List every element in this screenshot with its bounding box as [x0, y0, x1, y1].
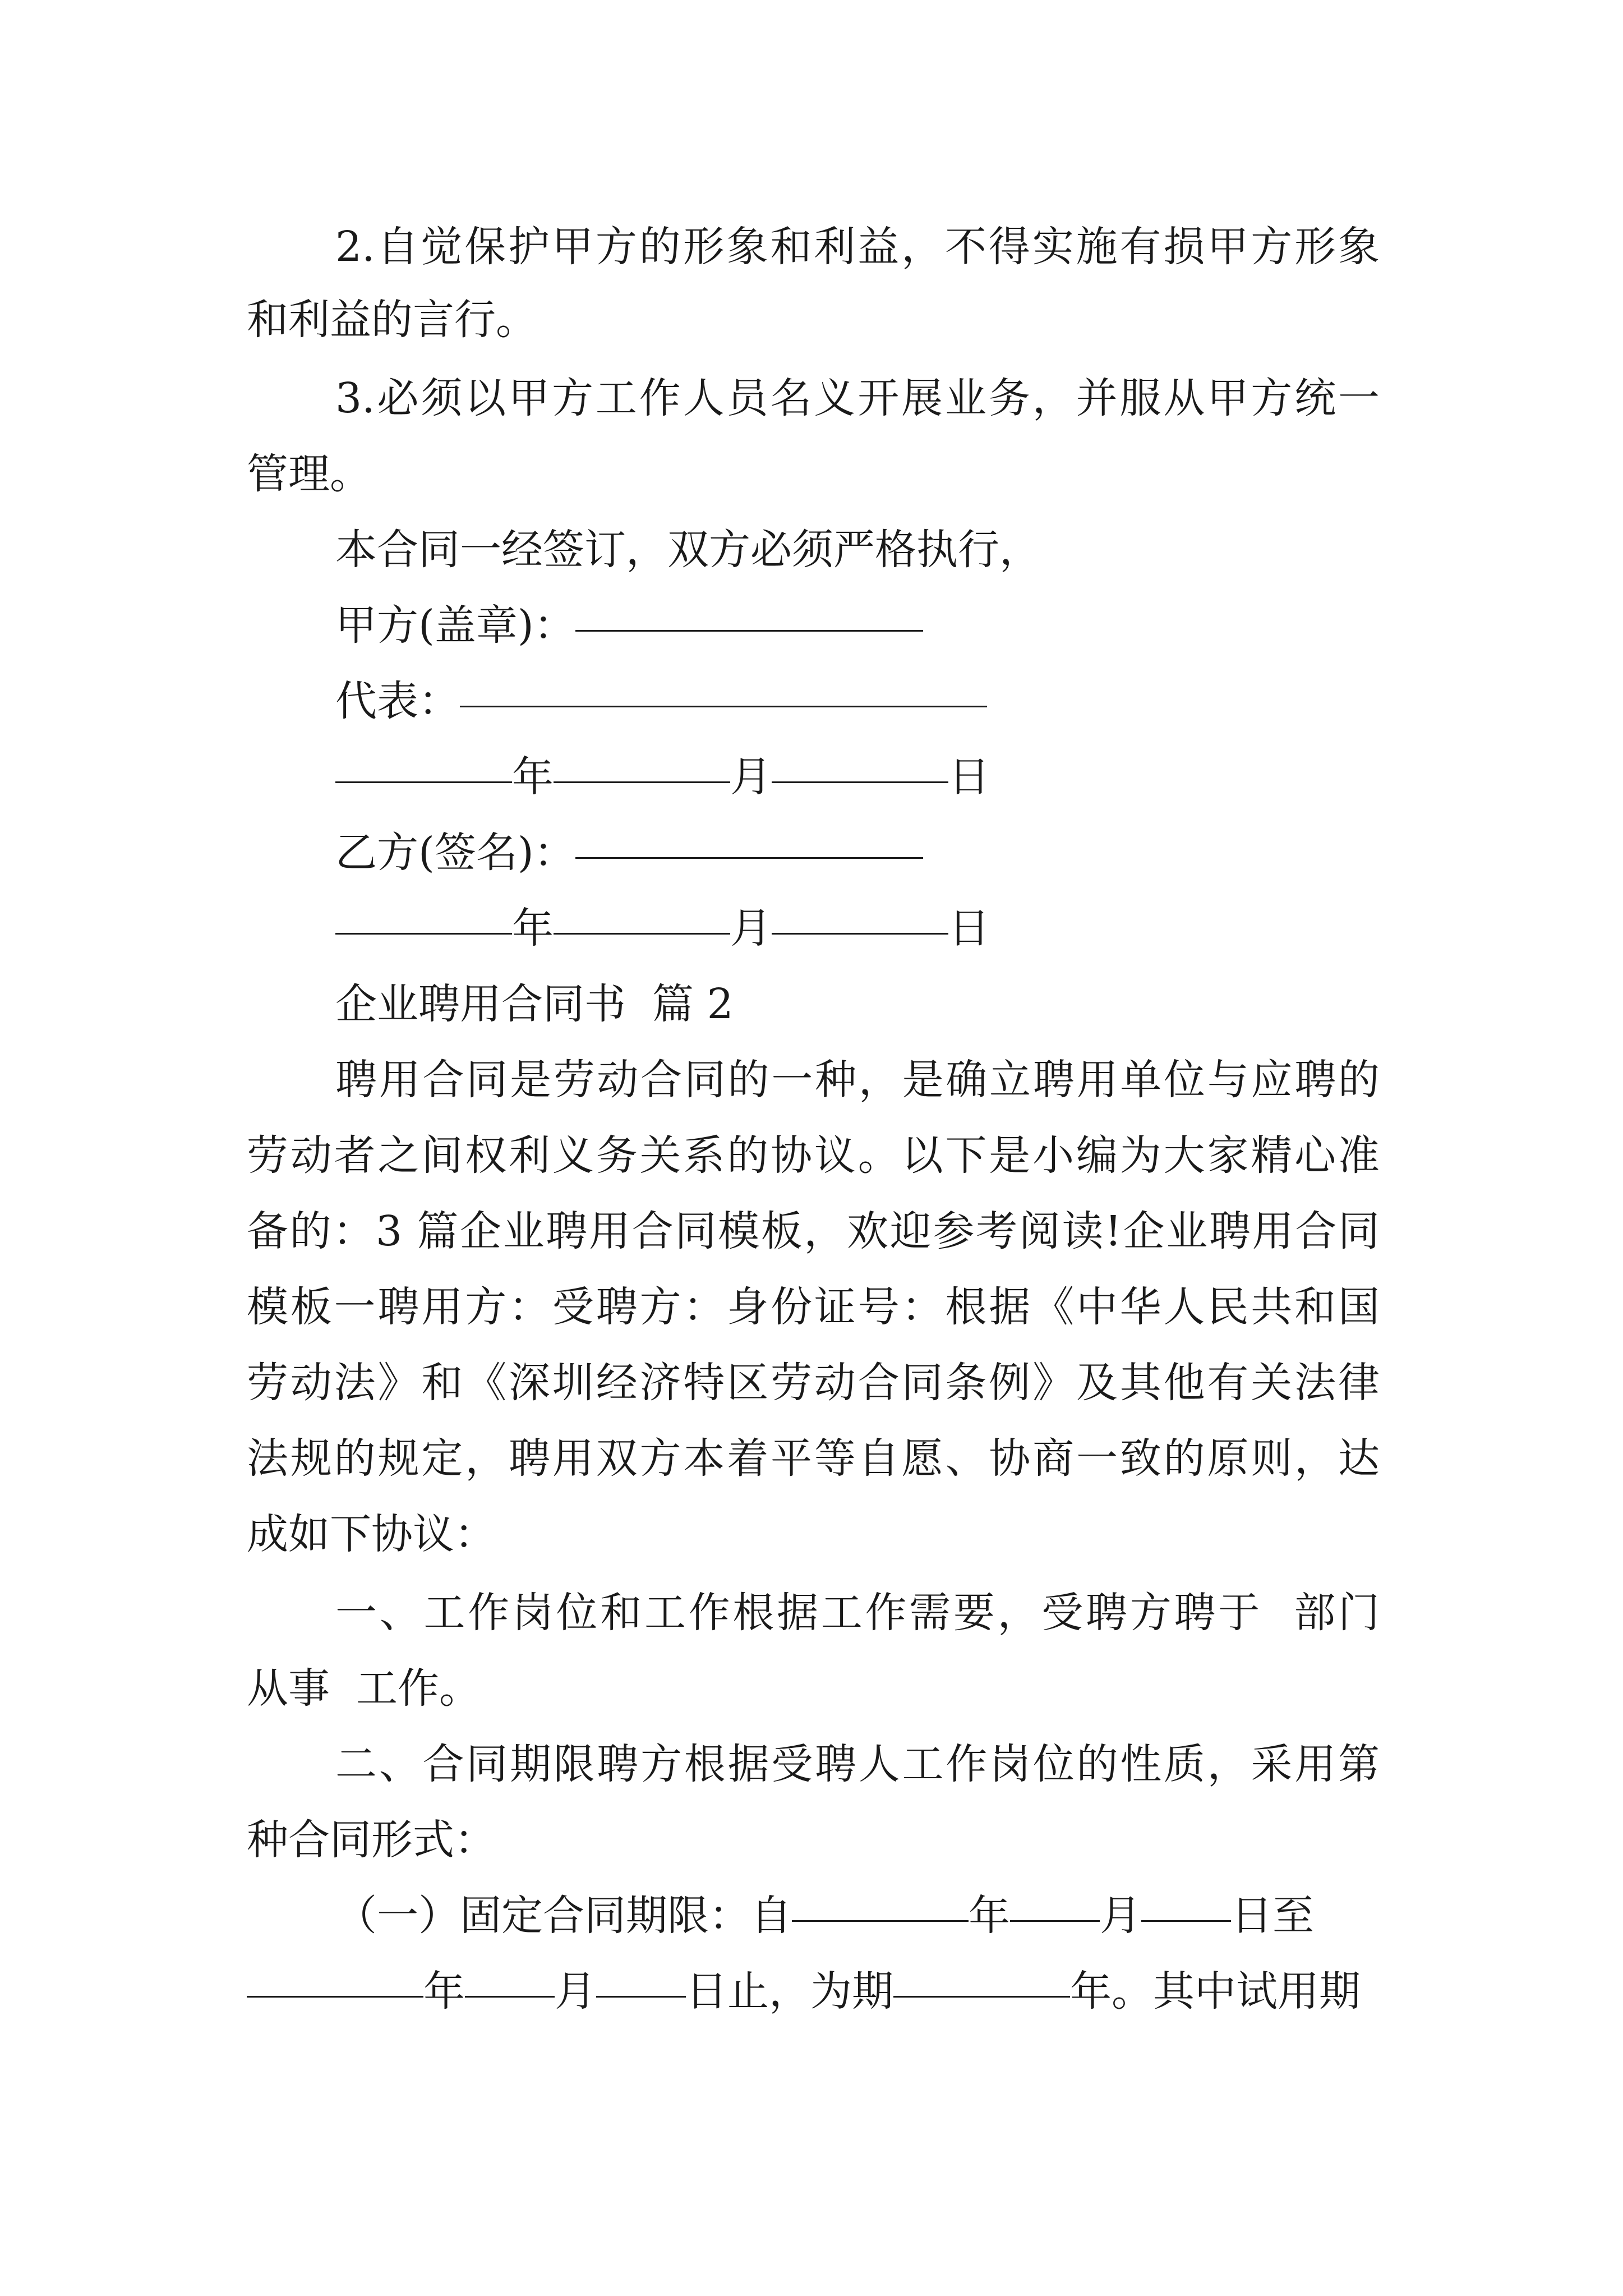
- fixed-term-line: [335, 1876, 1314, 1955]
- party-b-label: 乙方(签名)：: [335, 829, 575, 877]
- month-blank[interactable]: [554, 781, 730, 783]
- year-label: 年: [423, 1967, 465, 2016]
- term-years-blank[interactable]: [893, 1996, 1070, 1998]
- year-blank[interactable]: [335, 933, 512, 935]
- term-tail: 年。其中试用期: [1070, 1967, 1361, 2016]
- month-label: 月: [1100, 1892, 1141, 1940]
- month-blank[interactable]: [554, 933, 730, 935]
- representative-blank[interactable]: [460, 706, 987, 707]
- fixed-term-label: （一）固定合同期限：自: [335, 1892, 792, 1940]
- paragraph-line: 2.自觉保护甲方的形象和利益，不得实施有损甲方形象: [335, 223, 1380, 271]
- day-label: 日: [948, 753, 990, 801]
- month-label: 月: [730, 904, 772, 953]
- party-a-blank[interactable]: [575, 630, 923, 632]
- paragraph-line: 一、工作岗位和工作根据工作需要，受聘方聘于 部门: [335, 1589, 1380, 1637]
- paragraph-line: 劳动者之间权利义务关系的协议。以下是小编为大家精心准: [247, 1131, 1380, 1180]
- date-line-party-b: [335, 889, 990, 968]
- representative-line: [335, 662, 987, 740]
- day-blank[interactable]: [772, 933, 948, 935]
- party-b-blank[interactable]: [575, 857, 923, 859]
- day-to-label: 日至: [1231, 1892, 1314, 1940]
- paragraph-line: 二、合同期限聘方根据受聘人工作岗位的性质，采用第: [335, 1740, 1380, 1788]
- paragraph-line: 法规的规定，聘用双方本着平等自愿、协商一致的原则，达: [247, 1434, 1380, 1483]
- closing-statement: 本合同一经签订，双方必须严格执行，: [335, 526, 1041, 574]
- end-year-blank[interactable]: [247, 1996, 423, 1998]
- paragraph-line: 聘用合同是劳动合同的一种，是确立聘用单位与应聘的: [335, 1056, 1380, 1104]
- representative-label: 代表：: [335, 677, 460, 725]
- date-line-party-a: [335, 738, 990, 816]
- paragraph-line: 从事 工作。: [247, 1664, 481, 1713]
- start-month-blank[interactable]: [1010, 1920, 1100, 1922]
- party-b-signature-line: [335, 813, 923, 892]
- day-label: 日: [948, 904, 990, 953]
- day-until-label: 日止，为期: [686, 1967, 893, 2016]
- month-label: 月: [555, 1967, 596, 2016]
- end-day-blank[interactable]: [596, 1996, 686, 1998]
- year-label: 年: [969, 1892, 1010, 1940]
- section-heading: 企业聘用合同书 篇 2: [335, 980, 734, 1028]
- paragraph-line: 劳动法》和《深圳经济特区劳动合同条例》及其他有关法律: [247, 1359, 1380, 1407]
- day-blank[interactable]: [772, 781, 948, 783]
- start-day-blank[interactable]: [1141, 1920, 1231, 1922]
- paragraph-line: 成如下协议：: [247, 1510, 496, 1558]
- paragraph-line: 模板一聘用方：受聘方：身份证号：根据《中华人民共和国: [247, 1283, 1380, 1331]
- end-month-blank[interactable]: [465, 1996, 555, 1998]
- paragraph-line: 管理。: [247, 450, 371, 498]
- month-label: 月: [730, 753, 772, 801]
- start-year-blank[interactable]: [792, 1920, 969, 1922]
- year-label: 年: [512, 753, 554, 801]
- fixed-term-line: [247, 1952, 1361, 2031]
- year-label: 年: [512, 904, 554, 953]
- paragraph-line: 种合同形式：: [247, 1816, 496, 1864]
- party-a-label: 甲方(盖章)：: [335, 601, 575, 650]
- year-blank[interactable]: [335, 781, 512, 783]
- party-a-signature-line: [335, 586, 923, 665]
- paragraph-line: 3.必须以甲方工作人员名义开展业务，并服从甲方统一: [335, 374, 1380, 422]
- paragraph-line: 和利益的言行。: [247, 296, 537, 344]
- paragraph-line: 备的：3 篇企业聘用合同模板，欢迎参考阅读!企业聘用合同: [247, 1207, 1380, 1255]
